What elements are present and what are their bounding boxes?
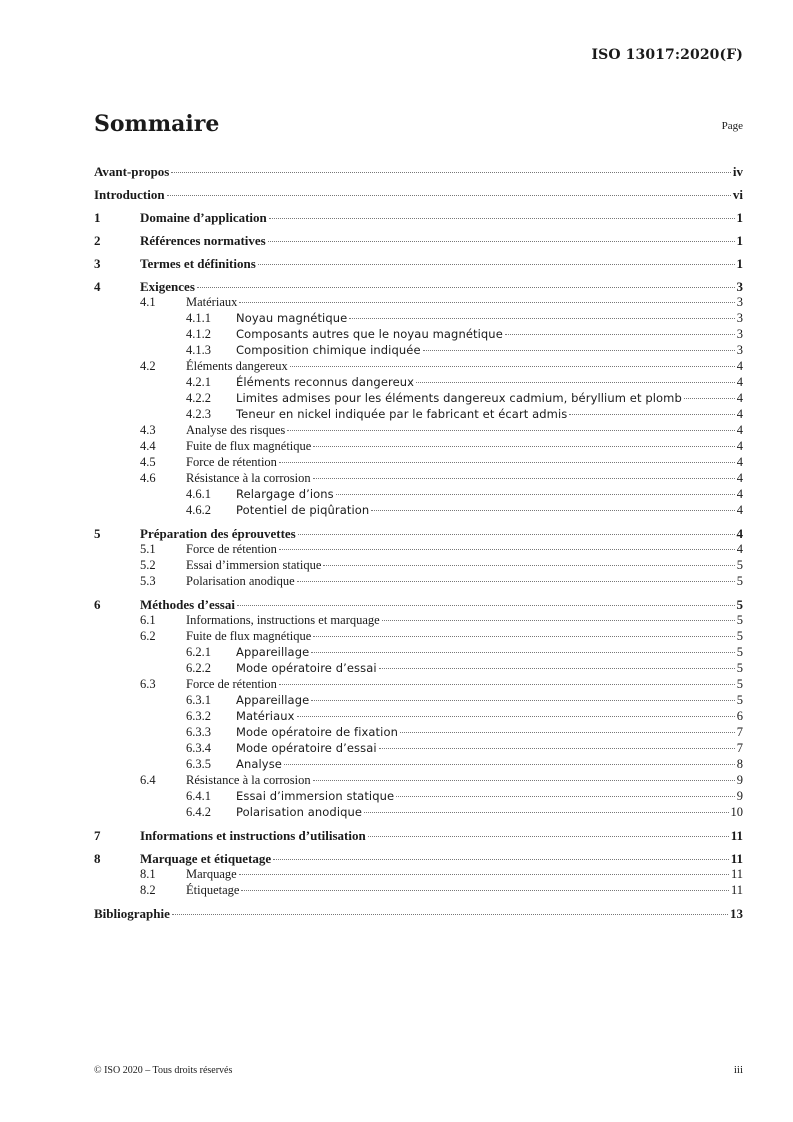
toc-entry-title[interactable]: Polarisation anodique (186, 574, 295, 588)
toc-dot-leader (241, 890, 729, 891)
toc-entry[interactable] (94, 692, 743, 708)
toc-dot-leader (684, 398, 735, 399)
toc-entry-number: 4.2.3 (186, 407, 211, 421)
toc-entry-page[interactable]: 6 (736, 709, 743, 723)
toc-entry-title[interactable]: Analyse des risques (186, 423, 286, 437)
toc-entry-page[interactable]: 4 (736, 471, 743, 485)
toc-entry-title[interactable]: Marquage et étiquetage (140, 851, 272, 866)
toc-dot-leader (505, 334, 735, 335)
toc-entry[interactable] (94, 541, 743, 557)
toc-entry-page[interactable]: 10 (730, 805, 743, 819)
toc-entry-page[interactable]: 4 (736, 503, 743, 517)
toc-entry-number: 4.4 (140, 439, 156, 453)
toc-entry-title[interactable]: Introduction (94, 187, 165, 202)
toc-entry[interactable] (94, 740, 743, 756)
toc-entry-number: 6.2.1 (186, 645, 211, 659)
toc-entry-title[interactable]: Appareillage (236, 645, 310, 659)
toc-entry[interactable] (94, 210, 743, 225)
toc-entry-page[interactable]: 5 (736, 613, 743, 627)
toc-dot-leader (287, 430, 734, 431)
toc-entry-title[interactable]: Termes et définitions (140, 256, 256, 271)
toc-dot-leader (313, 446, 734, 447)
toc-dot-leader (239, 302, 734, 303)
toc-entry[interactable] (94, 233, 743, 248)
toc-entry[interactable] (94, 660, 743, 676)
toc-entry-title[interactable]: Éléments dangereux (186, 359, 288, 373)
toc-entry-page[interactable]: 11 (730, 851, 743, 866)
toc-entry-title[interactable]: Noyau magnétique (236, 311, 348, 325)
toc-entry[interactable] (94, 294, 743, 310)
toc-dot-leader (364, 812, 728, 813)
toc-entry-title[interactable]: Teneur en nickel indiquée par le fabricant et écart admis (236, 407, 568, 421)
toc-entry[interactable] (94, 310, 743, 326)
toc-entry-number: 6.3.1 (186, 693, 211, 707)
toc-entry-title[interactable]: Fuite de flux magnétique (186, 629, 312, 643)
toc-entry-number: 7 (94, 828, 101, 843)
toc-dot-leader (323, 565, 734, 566)
toc-entry-title[interactable]: Domaine d’application (140, 210, 267, 225)
toc-entry-page[interactable]: vi (732, 187, 743, 202)
toc-entry-number: 2 (94, 233, 101, 248)
toc-entry-page[interactable]: 7 (736, 725, 743, 739)
toc-entry-page[interactable]: 4 (736, 359, 743, 373)
toc-dot-leader (423, 350, 735, 351)
toc-entry-page[interactable]: 4 (736, 391, 743, 405)
toc-entry[interactable] (94, 422, 743, 438)
toc-entry-title[interactable]: Relargage d’ions (236, 487, 334, 501)
toc-entry-number: 4.1.3 (186, 343, 211, 357)
toc-entry-title[interactable]: Polarisation anodique (236, 805, 363, 819)
toc-dot-leader (313, 780, 735, 781)
toc-entry-title[interactable]: Limites admises pour les éléments dangereux cadmium, béryllium et plomb (236, 391, 682, 405)
toc-entry-number: 8 (94, 851, 101, 866)
toc-entry-page[interactable]: 3 (736, 295, 743, 309)
toc-entry-page[interactable]: 5 (736, 574, 743, 588)
toc-entry[interactable] (94, 486, 743, 502)
toc-entry[interactable] (94, 573, 743, 589)
toc-dot-leader (269, 218, 735, 219)
toc-entry[interactable] (94, 804, 743, 820)
toc-entry-number: 6.3 (140, 677, 156, 691)
toc-entry-page[interactable]: iv (732, 164, 743, 179)
toc-dot-leader (297, 716, 735, 717)
toc-entry-number: 6.4 (140, 773, 156, 787)
toc-entry-title[interactable]: Matériaux (236, 709, 295, 723)
toc-entry[interactable] (94, 326, 743, 342)
toc-dot-leader (167, 195, 731, 196)
toc-entry[interactable] (94, 187, 743, 202)
toc-entry-title[interactable]: Exigences (140, 279, 195, 294)
toc-entry[interactable] (94, 454, 743, 470)
toc-entry-title[interactable]: Résistance à la corrosion (186, 773, 311, 787)
toc-entry-number: 4.2.1 (186, 375, 211, 389)
toc-entry[interactable] (94, 708, 743, 724)
toc-entry-title[interactable]: Matériaux (186, 295, 238, 309)
toc-entry[interactable] (94, 788, 743, 804)
toc-entry-title[interactable]: Mode opératoire d’essai (236, 661, 377, 675)
toc-entry-number: 4.6 (140, 471, 156, 485)
toc-entry-page[interactable]: 11 (730, 828, 743, 843)
toc-entry[interactable] (94, 502, 743, 518)
toc-entry[interactable] (94, 557, 743, 573)
toc-entry-number: 6.2.2 (186, 661, 211, 675)
toc-entry-number: 5.1 (140, 542, 156, 556)
toc-entry-title[interactable]: Informations et instructions d’utilisation (140, 828, 366, 843)
toc-entry-number: 6.1 (140, 613, 156, 627)
toc-entry-title[interactable]: Potentiel de piqûration (236, 503, 370, 517)
toc-dot-leader (273, 859, 729, 860)
toc-entry[interactable] (94, 756, 743, 772)
toc-entry[interactable] (94, 438, 743, 454)
toc-entry-title[interactable]: Force de rétention (186, 455, 277, 469)
toc-dot-leader (379, 748, 735, 749)
toc-entry-page[interactable]: 13 (730, 906, 743, 921)
toc-entry-page[interactable]: 11 (730, 867, 743, 881)
toc-dot-leader (569, 414, 734, 415)
toc-dot-leader (237, 605, 735, 606)
toc-dot-leader (172, 914, 728, 915)
toc-entry-title[interactable]: Marquage (186, 867, 237, 881)
toc-entry-page[interactable]: 5 (736, 597, 743, 612)
toc-entry-page[interactable]: 4 (736, 487, 743, 501)
toc-entry-title[interactable]: Appareillage (236, 693, 310, 707)
toc-entry-page[interactable]: 11 (730, 883, 743, 897)
toc-entry-title[interactable]: Composants autres que le noyau magnétique (236, 327, 503, 341)
toc-entry-number: 4.6.2 (186, 503, 211, 517)
toc-entry-page[interactable]: 5 (736, 558, 743, 572)
toc-entry-page[interactable]: 5 (736, 677, 743, 691)
toc-entry-title[interactable]: Fuite de flux magnétique (186, 439, 312, 453)
toc-entry-title[interactable]: Éléments reconnus dangereux (236, 375, 415, 389)
toc-dot-leader (379, 668, 735, 669)
toc-entry-page[interactable]: 4 (736, 542, 743, 556)
toc-entry-number: 4.5 (140, 455, 156, 469)
toc-entry-page[interactable]: 4 (736, 423, 743, 437)
toc-entry-title[interactable]: Force de rétention (186, 542, 277, 556)
toc-entry[interactable] (94, 628, 743, 644)
toc-entry-page[interactable]: 4 (736, 439, 743, 453)
toc-entry-number: 8.2 (140, 883, 156, 897)
toc-entry[interactable] (94, 256, 743, 271)
table-of-contents (94, 156, 743, 921)
toc-dot-leader (239, 874, 729, 875)
toc-entry[interactable] (94, 866, 743, 882)
toc-entry[interactable] (94, 406, 743, 422)
toc-dot-leader (336, 494, 735, 495)
toc-dot-leader (290, 366, 735, 367)
toc-entry-number: 4.1 (140, 295, 156, 309)
toc-entry[interactable] (94, 612, 743, 628)
toc-entry[interactable] (94, 597, 743, 612)
toc-dot-leader (197, 287, 735, 288)
toc-entry-title[interactable]: Informations, instructions et marquage (186, 613, 380, 627)
toc-entry-title[interactable]: Avant-propos (94, 164, 170, 179)
toc-entry[interactable] (94, 374, 743, 390)
toc-entry-title[interactable]: Méthodes d’essai (140, 597, 235, 612)
toc-entry-page[interactable]: 5 (736, 661, 743, 675)
toc-entry-number: 4.2 (140, 359, 156, 373)
toc-entry-number: 6 (94, 597, 101, 612)
toc-entry-number: 3 (94, 256, 101, 271)
toc-dot-leader (279, 549, 735, 550)
toc-entry[interactable] (94, 828, 743, 843)
toc-entry-page[interactable]: 4 (736, 375, 743, 389)
toc-entry-title[interactable]: Mode opératoire de fixation (236, 725, 398, 739)
toc-entry-page[interactable]: 4 (736, 455, 743, 469)
toc-dot-leader (396, 796, 735, 797)
toc-entry-number: 5.2 (140, 558, 156, 572)
toc-dot-leader (400, 732, 735, 733)
toc-entry-page[interactable]: 5 (736, 693, 743, 707)
toc-entry-page[interactable]: 3 (736, 279, 743, 294)
toc-entry-number: 6.2 (140, 629, 156, 643)
toc-entry[interactable] (94, 676, 743, 692)
toc-entry-page[interactable]: 9 (736, 789, 743, 803)
footer-page-number: iii (733, 1064, 743, 1076)
toc-entry-number: 4.6.1 (186, 487, 211, 501)
toc-entry-page[interactable]: 9 (736, 773, 743, 787)
toc-entry-number: 6.3.3 (186, 725, 211, 739)
toc-entry-number: 8.1 (140, 867, 156, 881)
toc-entry-number: 4.3 (140, 423, 156, 437)
toc-entry[interactable] (94, 279, 743, 294)
toc-entry[interactable] (94, 724, 743, 740)
toc-entry-number: 1 (94, 210, 101, 225)
toc-entry[interactable] (94, 851, 743, 866)
toc-entry[interactable] (94, 882, 743, 898)
toc-dot-leader (279, 462, 735, 463)
toc-dot-leader (313, 636, 734, 637)
toc-dot-leader (297, 581, 735, 582)
toc-entry-number: 6.3.4 (186, 741, 211, 755)
toc-dot-leader (349, 318, 734, 319)
toc-entry[interactable] (94, 906, 743, 921)
toc-entry-page[interactable]: 5 (736, 629, 743, 643)
footer-copyright: © ISO 2020 – Tous droits réservés (94, 1065, 233, 1076)
toc-dot-leader (368, 836, 729, 837)
toc-entry[interactable] (94, 772, 743, 788)
toc-entry-number: 6.4.2 (186, 805, 211, 819)
toc-entry[interactable] (94, 526, 743, 541)
toc-entry[interactable] (94, 390, 743, 406)
toc-dot-leader (284, 764, 735, 765)
toc-entry-title[interactable]: Bibliographie (94, 906, 170, 921)
toc-dot-leader (171, 172, 731, 173)
toc-dot-leader (382, 620, 735, 621)
toc-entry-page[interactable]: 3 (736, 327, 743, 341)
toc-entry-page[interactable]: 1 (736, 233, 743, 248)
toc-entry[interactable] (94, 164, 743, 179)
toc-entry-title[interactable]: Analyse (236, 757, 282, 771)
toc-dot-leader (258, 264, 735, 265)
toc-dot-leader (313, 478, 735, 479)
toc-entry-number: 6.3.2 (186, 709, 211, 723)
toc-entry-page[interactable]: 8 (736, 757, 743, 771)
toc-entry-number: 5 (94, 526, 101, 541)
toc-entry-page[interactable]: 3 (736, 343, 743, 357)
toc-dot-leader (416, 382, 735, 383)
toc-entry-number: 4.1.1 (186, 311, 211, 325)
toc-entry-page[interactable]: 7 (736, 741, 743, 755)
toc-dot-leader (279, 684, 735, 685)
toc-entry-page[interactable]: 4 (736, 407, 743, 421)
toc-entry-title[interactable]: Préparation des éprouvettes (140, 526, 296, 541)
toc-entry-number: 4 (94, 279, 101, 294)
toc-entry[interactable] (94, 644, 743, 660)
toc-entry-page[interactable]: 3 (736, 311, 743, 325)
toc-entry[interactable] (94, 470, 743, 486)
toc-entry-number: 5.3 (140, 574, 156, 588)
toc-entry-title[interactable]: Essai d’immersion statique (186, 558, 322, 572)
toc-entry-title[interactable]: Mode opératoire d’essai (236, 741, 377, 755)
toc-entry-title[interactable]: Essai d’immersion statique (236, 789, 395, 803)
toc-entry-title[interactable]: Étiquetage (186, 883, 240, 897)
toc-entry-number: 6.3.5 (186, 757, 211, 771)
toc-dot-leader (268, 241, 735, 242)
page-column-label: Page (721, 120, 743, 132)
toc-dot-leader (311, 700, 734, 701)
toc-entry-page[interactable]: 1 (736, 256, 743, 271)
document-id: ISO 13017:2020(F) (591, 47, 743, 63)
toc-entry-page[interactable]: 1 (736, 210, 743, 225)
toc-entry-number: 4.2.2 (186, 391, 211, 405)
toc-entry-page[interactable]: 4 (736, 526, 743, 541)
toc-entry-number: 6.4.1 (186, 789, 211, 803)
toc-entry[interactable] (94, 342, 743, 358)
toc-entry-title[interactable]: Force de rétention (186, 677, 277, 691)
toc-dot-leader (311, 652, 734, 653)
toc-entry[interactable] (94, 358, 743, 374)
toc-dot-leader (371, 510, 734, 511)
toc-entry-title[interactable]: Résistance à la corrosion (186, 471, 311, 485)
toc-entry-number: 4.1.2 (186, 327, 211, 341)
toc-entry-title[interactable]: Composition chimique indiquée (236, 343, 421, 357)
toc-entry-page[interactable]: 5 (736, 645, 743, 659)
toc-entry-title[interactable]: Références normatives (140, 233, 266, 248)
toc-dot-leader (298, 534, 735, 535)
page-title: Sommaire (94, 111, 220, 137)
